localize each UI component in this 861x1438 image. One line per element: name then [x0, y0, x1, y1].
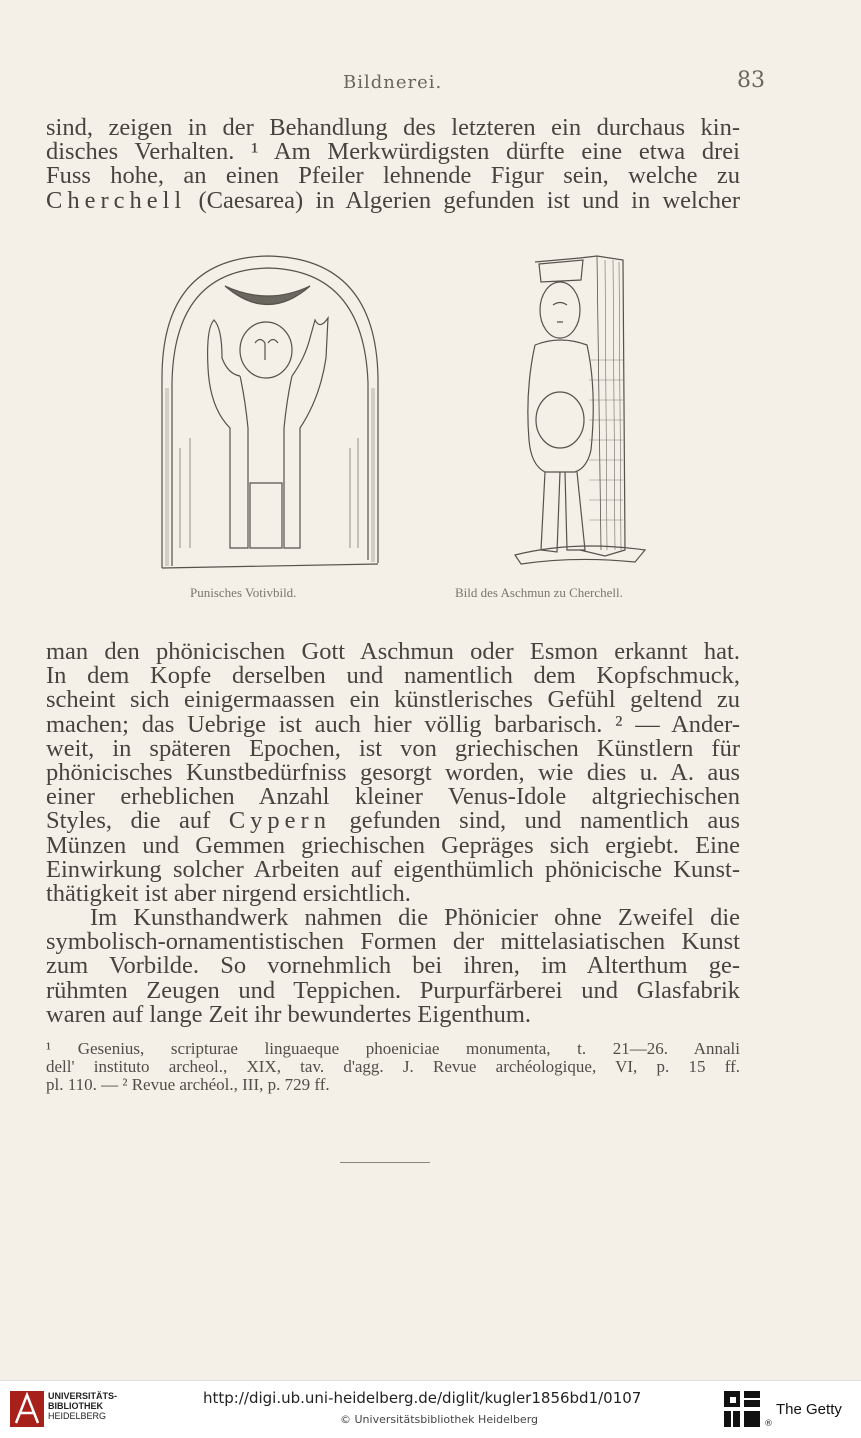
- text-fragment: Styles, die auf: [46, 807, 229, 835]
- copyright-notice: © Universitätsbibliothek Heidelberg: [340, 1413, 539, 1426]
- text-line: In dem Kopfe derselben und namentlich dem Kopfschmuck,: [46, 662, 740, 690]
- running-head-title: Bildnerei.: [343, 72, 443, 93]
- footnotes: [46, 1040, 740, 1094]
- library-line: BIBLIOTHEK: [48, 1401, 103, 1411]
- figure-caption-right: Bild des Aschmun zu Cherchell.: [455, 585, 623, 600]
- text-fragment: (Caesarea) in Algerien gefunden ist und in welcher: [186, 186, 740, 214]
- figure-caption-left: Punisches Votivbild.: [190, 585, 297, 600]
- text-line: phönicisches Kunstbedürfniss gesorgt worden, wie dies u. A. aus: [46, 758, 740, 786]
- footnote-line: ¹ Gesenius, scripturae linguaeque phoeniciae monumenta, t. 21—26. Annali: [46, 1039, 740, 1058]
- text-line: Münzen und Gemmen griechischen Gepräges sich ergiebt. Eine: [46, 831, 740, 859]
- paragraph-2: [46, 640, 740, 1027]
- running-head: [0, 68, 861, 98]
- text-line: Im Kunsthandwerk nahmen die Phönicier ohne Zweifel die: [90, 904, 740, 932]
- text-line: thätigkeit ist aber nirgend ersichtlich.: [46, 879, 411, 907]
- text-line: Fuss hohe, an einen Pfeiler lehnende Figur sein, welche zu: [46, 162, 740, 190]
- getty-logo-icon[interactable]: [722, 1389, 762, 1429]
- university-library-name[interactable]: [48, 1391, 117, 1421]
- text-line: sind, zeigen in der Behandlung des letzteren ein durchaus kin-: [46, 114, 740, 141]
- page-number: 83: [737, 68, 765, 93]
- text-line: [46, 186, 740, 214]
- text-line: [46, 809, 740, 833]
- viewer-footer: [0, 1380, 861, 1438]
- votive-stele-illustration: [150, 248, 390, 578]
- text-line: man den phönicischen Gott Aschmun oder Esmon erkannt hat.: [46, 638, 740, 665]
- text-line: weit, in späteren Epochen, ist von griechischen Künstlern für: [46, 734, 740, 762]
- text-line: disches Verhalten. ¹ Am Merkwürdigsten dürfte eine etwa drei: [46, 138, 740, 166]
- getty-name[interactable]: The Getty: [776, 1401, 842, 1418]
- text-line: waren auf lange Zeit ihr bewundertes Eigenthum.: [46, 1000, 532, 1028]
- spaced-place-name: Cherchell: [46, 186, 187, 214]
- aschmun-statue-illustration: [505, 250, 655, 570]
- library-line: UNIVERSITÄTS-: [48, 1391, 118, 1401]
- permalink-url[interactable]: http://digi.ub.uni-heidelberg.de/diglit/kugler1856bd1/0107: [203, 1389, 642, 1407]
- library-line: HEIDELBERG: [48, 1411, 107, 1421]
- text-line: Einwirkung solcher Arbeiten auf eigenthümlich phönicische Kunst-: [46, 855, 740, 883]
- text-line: rühmten Zeugen und Teppichen. Purpurfärberei und Glasfabrik: [46, 976, 740, 1004]
- spaced-place-name: Cypern: [228, 807, 331, 835]
- text-fragment: gefunden sind, und namentlich aus: [330, 807, 740, 835]
- footnote-line: dell' instituto archeol., XIX, tav. d'agg. J. Revue archéologique, VI, p. 15 ff.: [46, 1057, 740, 1076]
- text-line: scheint sich einigermaassen ein künstlerisches Gefühl geltend zu: [46, 686, 740, 714]
- registered-mark: ®: [764, 1419, 773, 1429]
- section-rule: [340, 1162, 430, 1163]
- text-line: machen; das Uebrige ist auch hier völlig barbarisch. ² — Ander-: [46, 710, 740, 738]
- text-line: zum Vorbilde. So vornehmlich bei ihren, im Alterthum ge-: [46, 952, 740, 980]
- footnote-line: pl. 110. — ² Revue archéol., III, p. 729 ff.: [46, 1075, 330, 1094]
- text-line: einer erheblichen Anzahl kleiner Venus-Idole altgriechischen: [46, 783, 740, 811]
- text-line: symbolisch-ornamentistischen Formen der mittelasiatischen Kunst: [46, 928, 740, 956]
- paragraph-1: [46, 116, 740, 213]
